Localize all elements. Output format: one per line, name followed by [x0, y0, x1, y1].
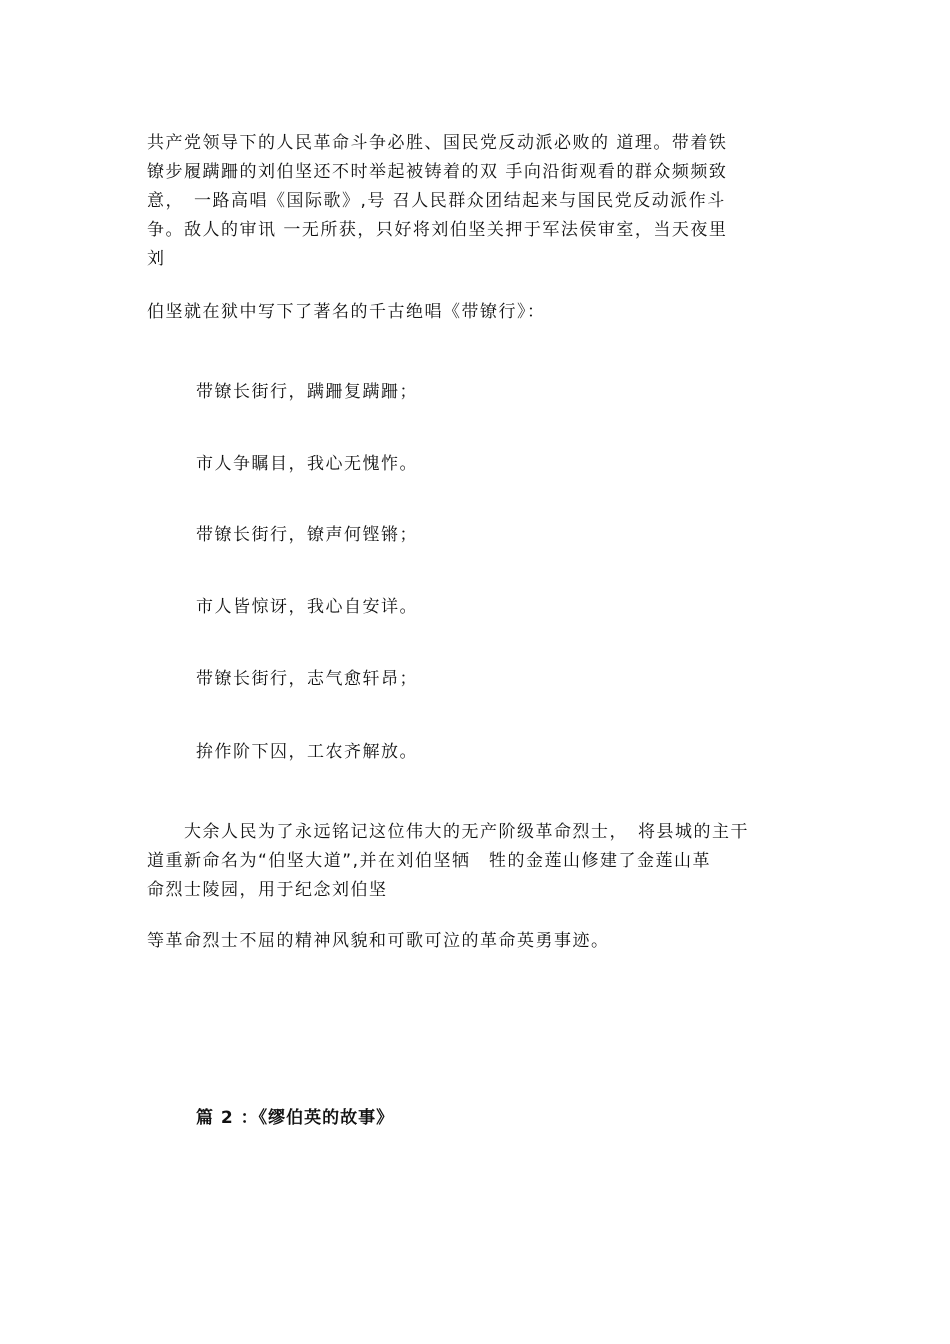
poem-line: 带镣长街行，镣声何铿锵；	[196, 525, 418, 545]
paragraph-1	[147, 129, 827, 274]
paragraph-4: 等革命烈士不屈的精神风貌和可歌可泣的革命英勇事迹。	[147, 931, 610, 951]
poem-line: 带镣长街行，蹒跚复蹒跚；	[196, 382, 418, 402]
paragraph-3	[147, 818, 827, 905]
paragraph-1-line: 镣步履蹒跚的刘伯坚还不时举起被铸着的双 手向沿街观看的群众频频致	[147, 162, 728, 182]
paragraph-3-line: 大余人民为了永远铭记这位伟大的无产阶级革命烈士， 将县城的主干	[147, 822, 749, 842]
section-heading: 篇 2 ：《缪伯英的故事》	[196, 1108, 395, 1128]
paragraph-1-line: 刘	[147, 249, 166, 269]
paragraph-1-line: 争。敌人的审讯 一无所获，只好将刘伯坚关押于军法侯审室，当天夜里	[147, 220, 728, 240]
paragraph-3-line: 命烈士陵园，用于纪念刘伯坚	[147, 880, 388, 900]
poem-line: 市人皆惊讶，我心自安详。	[196, 597, 418, 617]
poem-line: 拚作阶下囚，工农齐解放。	[196, 742, 418, 762]
paragraph-2: 伯坚就在狱中写下了著名的千古绝唱《带镣行》：	[147, 302, 546, 322]
poem-line: 带镣长街行，志气愈轩昂；	[196, 669, 418, 689]
poem-line: 市人争瞩目，我心无愧怍。	[196, 454, 418, 474]
paragraph-3-line: 道重新命名为“伯坚大道”,并在刘伯坚牺 牲的金莲山修建了金莲山革	[147, 851, 712, 871]
paragraph-1-line: 意， 一路高唱《国际歌》,号 召人民群众团结起来与国民党反动派作斗	[147, 191, 726, 211]
paragraph-1-line: 共产党领导下的人民革命斗争必胜、国民党反动派必败的 道理。带着铁	[147, 133, 728, 153]
